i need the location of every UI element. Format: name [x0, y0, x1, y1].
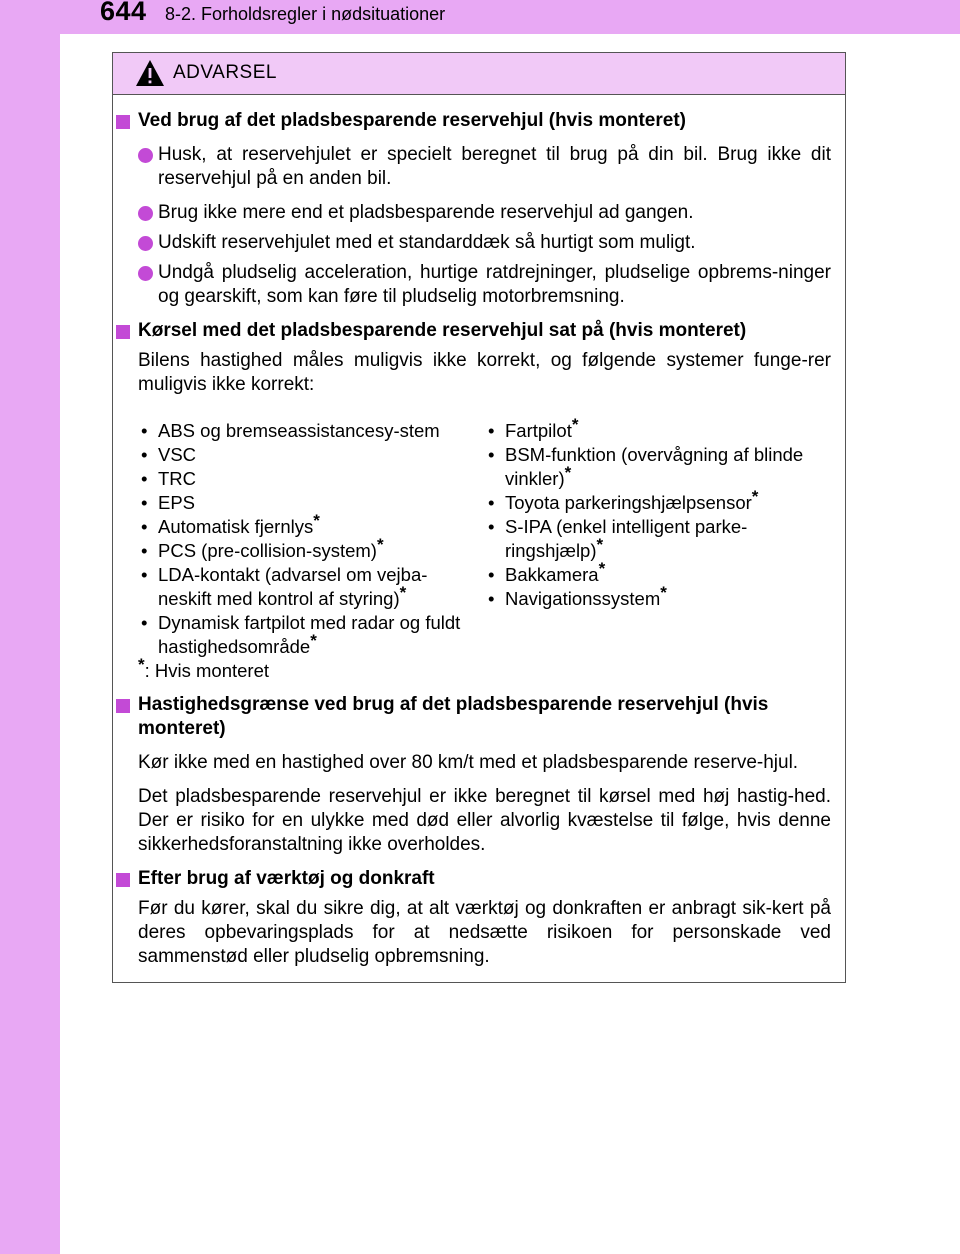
- warning-content: [113, 109, 847, 969]
- systems-list-left: [113, 419, 473, 683]
- page-number: 644: [100, 0, 147, 26]
- list-item: • S-IPA (enkel intelligent parke-ringshjælp)*: [473, 515, 833, 563]
- list-item: • PCS (pre-collision-system)*: [113, 539, 473, 563]
- section-heading: Efter brug af værktøj og donkraft: [113, 867, 831, 891]
- list-item: • Fartpilot*: [473, 419, 833, 443]
- list-item: Undgå pludselig acceleration, hurtige ratdrejninger, pludselige opbrems-ninger og gearskift, som kan føre til pludselig motorbremsning.: [113, 261, 831, 309]
- list-item: • Toyota parkeringshjælpsensor*: [473, 491, 833, 515]
- section-heading: Kørsel med det pladsbesparende reservehjul sat på (hvis monteret): [113, 319, 831, 343]
- circle-bullet-icon: [138, 266, 153, 281]
- list-item: • TRC: [113, 467, 473, 491]
- footnote: *: Hvis monteret: [138, 655, 270, 681]
- list-item: • Navigationssystem*: [473, 587, 833, 611]
- list-item: • ABS og bremseassistancesy-stem: [113, 419, 473, 443]
- list-item: Udskift reservehjulet med et standarddæk så hurtigt som muligt.: [113, 231, 831, 255]
- systems-list-right: [473, 415, 833, 683]
- square-bullet-icon: [116, 115, 130, 129]
- circle-bullet-icon: [138, 206, 153, 221]
- list-item: Brug ikke mere end et pladsbesparende reservehjul ad gangen.: [113, 201, 831, 225]
- list-item: • Automatisk fjernlys*: [113, 515, 473, 539]
- list-item: • VSC: [113, 443, 473, 467]
- warning-label: ADVARSEL: [173, 62, 277, 83]
- systems-list: [113, 415, 847, 683]
- square-bullet-icon: [116, 873, 130, 887]
- circle-bullet-icon: [138, 236, 153, 251]
- paragraph: Kør ikke med en hastighed over 80 km/t med et pladsbesparende reserve-hjul.: [138, 752, 799, 773]
- paragraph: Før du kører, skal du sikre dig, at alt værktøj og donkraften er anbragt sik-kert på deres opbevaringsplads for at nedsætte risikoen for personskade ved sammenstød eller pludselig opbremsning.: [138, 898, 831, 967]
- section-heading: Ved brug af det pladsbesparende reservehjul (hvis monteret): [113, 109, 831, 133]
- list-item: • LDA-kontakt (advarsel om vejba-neskift med kontrol af styring)*: [113, 563, 473, 611]
- section-heading: Hastighedsgrænse ved brug af det pladsbesparende reservehjul (hvis monteret): [113, 693, 831, 741]
- paragraph: Det pladsbesparende reservehjul er ikke beregnet til kørsel med høj hastig-hed. Der er risiko for en ulykke med død eller alvorlig kvæstelse til følge, hvis denne sikkerhedsforanstaltning ikke overholdes.: [138, 786, 831, 855]
- warning-triangle-icon: [135, 59, 165, 87]
- list-item: • Dynamisk fartpilot med radar og fuldt hastighedsområde*: [113, 611, 473, 659]
- paragraph: Bilens hastighed måles muligvis ikke korrekt, og følgende systemer funge-rer muligvis ikke korrekt:: [138, 350, 831, 395]
- warning-header: [113, 53, 845, 95]
- warning-box: [112, 52, 846, 983]
- section-title: 8-2. Forholdsregler i nødsituationer: [165, 4, 446, 24]
- side-tab-bar: [0, 0, 60, 1254]
- list-item: • EPS: [113, 491, 473, 515]
- square-bullet-icon: [116, 699, 130, 713]
- list-item: • Bakkamera*: [473, 563, 833, 587]
- list-item: Husk, at reservehjulet er specielt beregnet til brug på din bil. Brug ikke dit reservehjul på en anden bil.: [113, 143, 831, 191]
- square-bullet-icon: [116, 325, 130, 339]
- list-item: • BSM-funktion (overvågning af blinde vinkler)*: [473, 443, 833, 491]
- circle-bullet-icon: [138, 148, 153, 163]
